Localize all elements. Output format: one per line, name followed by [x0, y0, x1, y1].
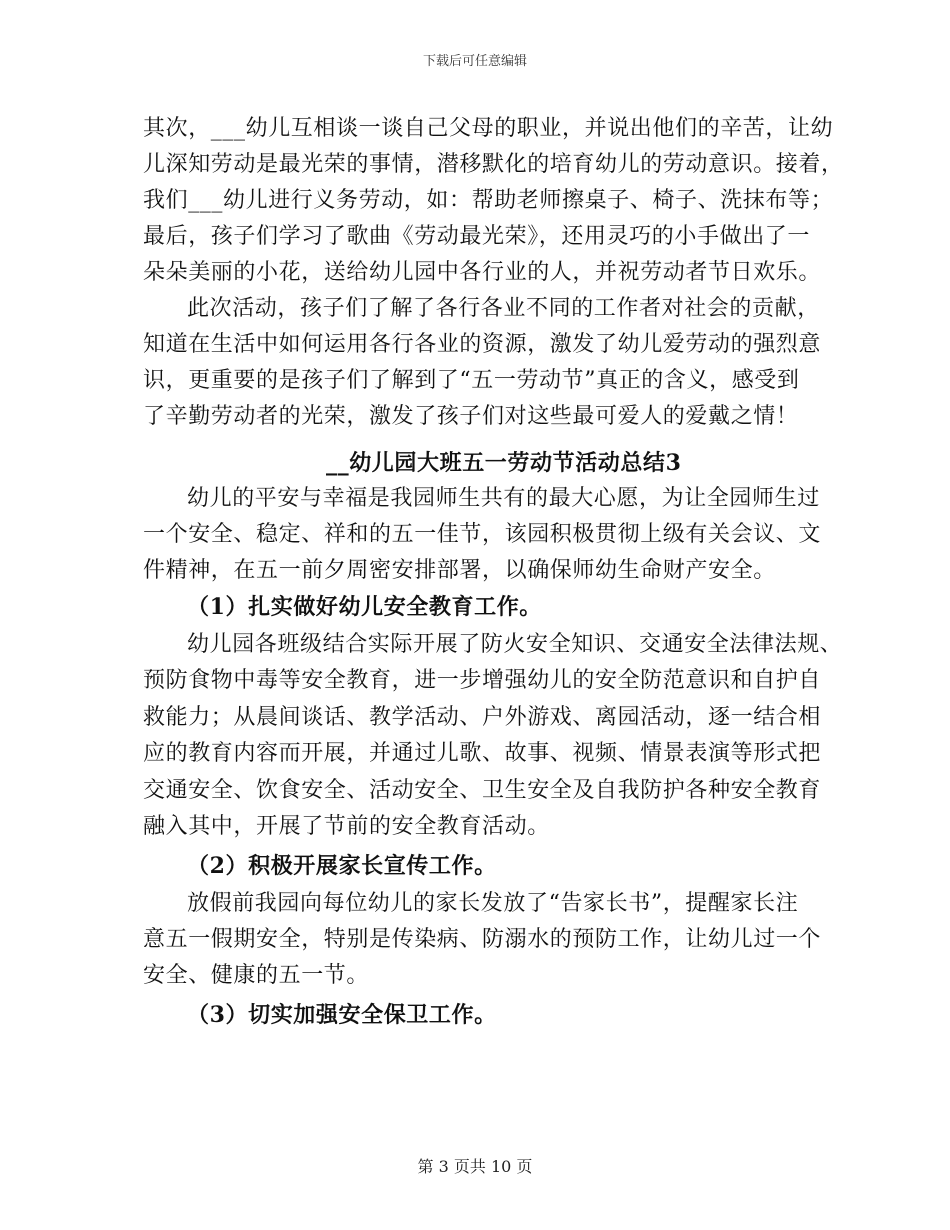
subheading: （3）切实加强安全保卫工作。	[187, 1002, 497, 1028]
paragraph-line: 一个安全、稳定、祥和的五一佳节，该园积极贯彻上级有关会议、文	[143, 522, 822, 547]
paragraph-line: 放假前我园向每位幼儿的家长发放了“告家长书”，提醒家长注	[187, 891, 799, 916]
subheading: （2）积极开展家长宣传工作。	[187, 853, 497, 879]
paragraph-line: 幼儿园各班级结合实际开展了防火安全知识、交通安全法律法规、	[187, 632, 843, 657]
paragraph-line: 识，更重要的是孩子们了解到了“五一劳动节”真正的含义，感受到	[143, 368, 800, 393]
paragraph-line: 安全、健康的五一节。	[143, 963, 370, 988]
paragraph-line: 我们___幼儿进行义务劳动，如：帮助老师擦桌子、椅子、洗抹布等；	[143, 188, 834, 213]
paragraph-line: 件精神，在五一前夕周密安排部署，以确保师幼生命财产安全。	[143, 558, 776, 583]
paragraph-line: 了辛勤劳动者的光荣，激发了孩子们对这些最可爱人的爱戴之情！	[143, 404, 799, 429]
subheading: （1）扎实做好幼儿安全教育工作。	[187, 594, 542, 620]
paragraph-line: 最后，孩子们学习了歌曲《劳动最光荣》，还用灵巧的小手做出了一	[143, 224, 811, 249]
paragraph-line: 幼儿的平安与幸福是我园师生共有的最大心愿，为让全园师生过	[187, 486, 820, 511]
paragraph-line: 此次活动，孩子们了解了各行各业不同的工作者对社会的贡献，	[187, 296, 820, 321]
paragraph-line: 朵朵美丽的小花，送给幼儿园中各行业的人，并祝劳动者节日欢乐。	[143, 260, 822, 285]
paragraph-line: 意五一假期安全，特别是传染病、防溺水的预防工作，让幼儿过一个	[143, 927, 822, 952]
paragraph-line: 预防食物中毒等安全教育，进一步增强幼儿的安全防范意识和自护自	[143, 668, 822, 693]
section-title: __幼儿园大班五一劳动节活动总结3	[326, 450, 682, 476]
paragraph-line: 融入其中，开展了节前的安全教育活动。	[143, 814, 550, 839]
page-header: 下载后可任意编辑	[422, 54, 527, 69]
paragraph-line: 其次，___幼儿互相谈一谈自己父母的职业，并说出他们的辛苦，让幼	[143, 116, 834, 141]
paragraph-line: 知道在生活中如何运用各行各业的资源，激发了幼儿爱劳动的强烈意	[143, 332, 822, 357]
page-footer: 第 3 页共 10 页	[417, 1157, 533, 1176]
paragraph-line: 儿深知劳动是最光荣的事情，潜移默化的培育幼儿的劳动意识。接着，	[143, 152, 844, 177]
paragraph-line: 救能力；从晨间谈话、教学活动、户外游戏、离园活动，逐一结合相	[143, 705, 822, 730]
paragraph-line: 交通安全、饮食安全、活动安全、卫生安全及自我防护各种安全教育	[143, 778, 822, 803]
paragraph-line: 应的教育内容而开展，并通过儿歌、故事、视频、情景表演等形式把	[143, 741, 822, 766]
